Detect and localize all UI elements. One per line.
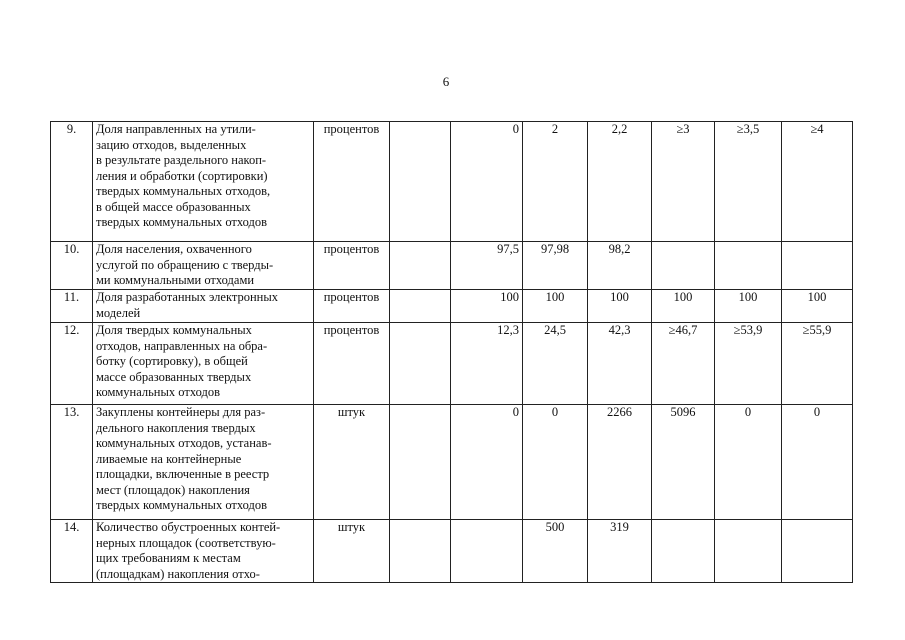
indicator-name-cell: Закуплены контейнеры для раз- дельного накопления твердых коммунальных отходов, устанав- ливаемые на контейнерные площадки, включенные в реестр мест (площадок) накопления твердых коммунальных отходов (93, 405, 314, 520)
value-cell (782, 242, 853, 290)
indicator-name-cell: Доля твердых коммунальных отходов, направленных на обра- ботку (сортировку), в общей массе образованных твердых коммунальных отходов (93, 323, 314, 405)
value-cell (782, 520, 853, 583)
value-cell (390, 290, 451, 323)
unit-cell: процентов (314, 290, 390, 323)
table-row (51, 242, 853, 290)
value-cell: 97,5 (451, 242, 523, 290)
value-cell: 319 (588, 520, 652, 583)
table-row (51, 520, 853, 583)
unit-cell: процентов (314, 122, 390, 242)
unit-cell: процентов (314, 242, 390, 290)
row-number-cell: 14. (51, 520, 93, 583)
unit-cell: штук (314, 520, 390, 583)
value-cell: ≥46,7 (652, 323, 715, 405)
value-cell: 0 (715, 405, 782, 520)
value-cell: ≥55,9 (782, 323, 853, 405)
value-cell: 5096 (652, 405, 715, 520)
value-cell: 12,3 (451, 323, 523, 405)
unit-cell: штук (314, 405, 390, 520)
value-cell (715, 520, 782, 583)
indicator-name-cell: Доля населения, охваченного услугой по обращению с тверды- ми коммунальными отходами (93, 242, 314, 290)
value-cell (451, 520, 523, 583)
table-row (51, 122, 853, 242)
value-cell: 24,5 (523, 323, 588, 405)
indicator-name-cell: Доля разработанных электронных моделей (93, 290, 314, 323)
value-cell (652, 520, 715, 583)
row-number-cell: 13. (51, 405, 93, 520)
value-cell: ≥3,5 (715, 122, 782, 242)
table-row (51, 405, 853, 520)
value-cell: 2 (523, 122, 588, 242)
value-cell: 2266 (588, 405, 652, 520)
row-number-cell: 12. (51, 323, 93, 405)
table-body (51, 122, 853, 583)
row-number-cell: 10. (51, 242, 93, 290)
value-cell: 42,3 (588, 323, 652, 405)
indicators-table (50, 121, 853, 583)
value-cell (390, 405, 451, 520)
indicator-name-cell: Доля направленных на утили- зацию отходов, выделенных в результате раздельного накоп- ления и обработки (сортировки) твердых коммунальных отходов, в общей массе образованных твердых коммунальных отходов (93, 122, 314, 242)
value-cell: ≥3 (652, 122, 715, 242)
value-cell: 100 (782, 290, 853, 323)
value-cell: 100 (451, 290, 523, 323)
value-cell: 500 (523, 520, 588, 583)
value-cell: ≥4 (782, 122, 853, 242)
value-cell (390, 122, 451, 242)
page-number: 6 (442, 74, 450, 89)
value-cell: 0 (451, 405, 523, 520)
value-cell: 100 (523, 290, 588, 323)
value-cell: 0 (523, 405, 588, 520)
value-cell: 0 (782, 405, 853, 520)
value-cell: ≥53,9 (715, 323, 782, 405)
indicator-name-cell: Количество обустроенных контей- нерных площадок (соответствую- щих требованиям к местам (площадкам) накопления отхо- (93, 520, 314, 583)
table-row (51, 290, 853, 323)
value-cell: 100 (652, 290, 715, 323)
value-cell: 2,2 (588, 122, 652, 242)
value-cell: 100 (715, 290, 782, 323)
table-row (51, 323, 853, 405)
value-cell (390, 323, 451, 405)
value-cell: 100 (588, 290, 652, 323)
value-cell (390, 520, 451, 583)
value-cell: 0 (451, 122, 523, 242)
row-number-cell: 11. (51, 290, 93, 323)
row-number-cell: 9. (51, 122, 93, 242)
value-cell (390, 242, 451, 290)
value-cell: 97,98 (523, 242, 588, 290)
unit-cell: процентов (314, 323, 390, 405)
value-cell: 98,2 (588, 242, 652, 290)
value-cell (652, 242, 715, 290)
value-cell (715, 242, 782, 290)
